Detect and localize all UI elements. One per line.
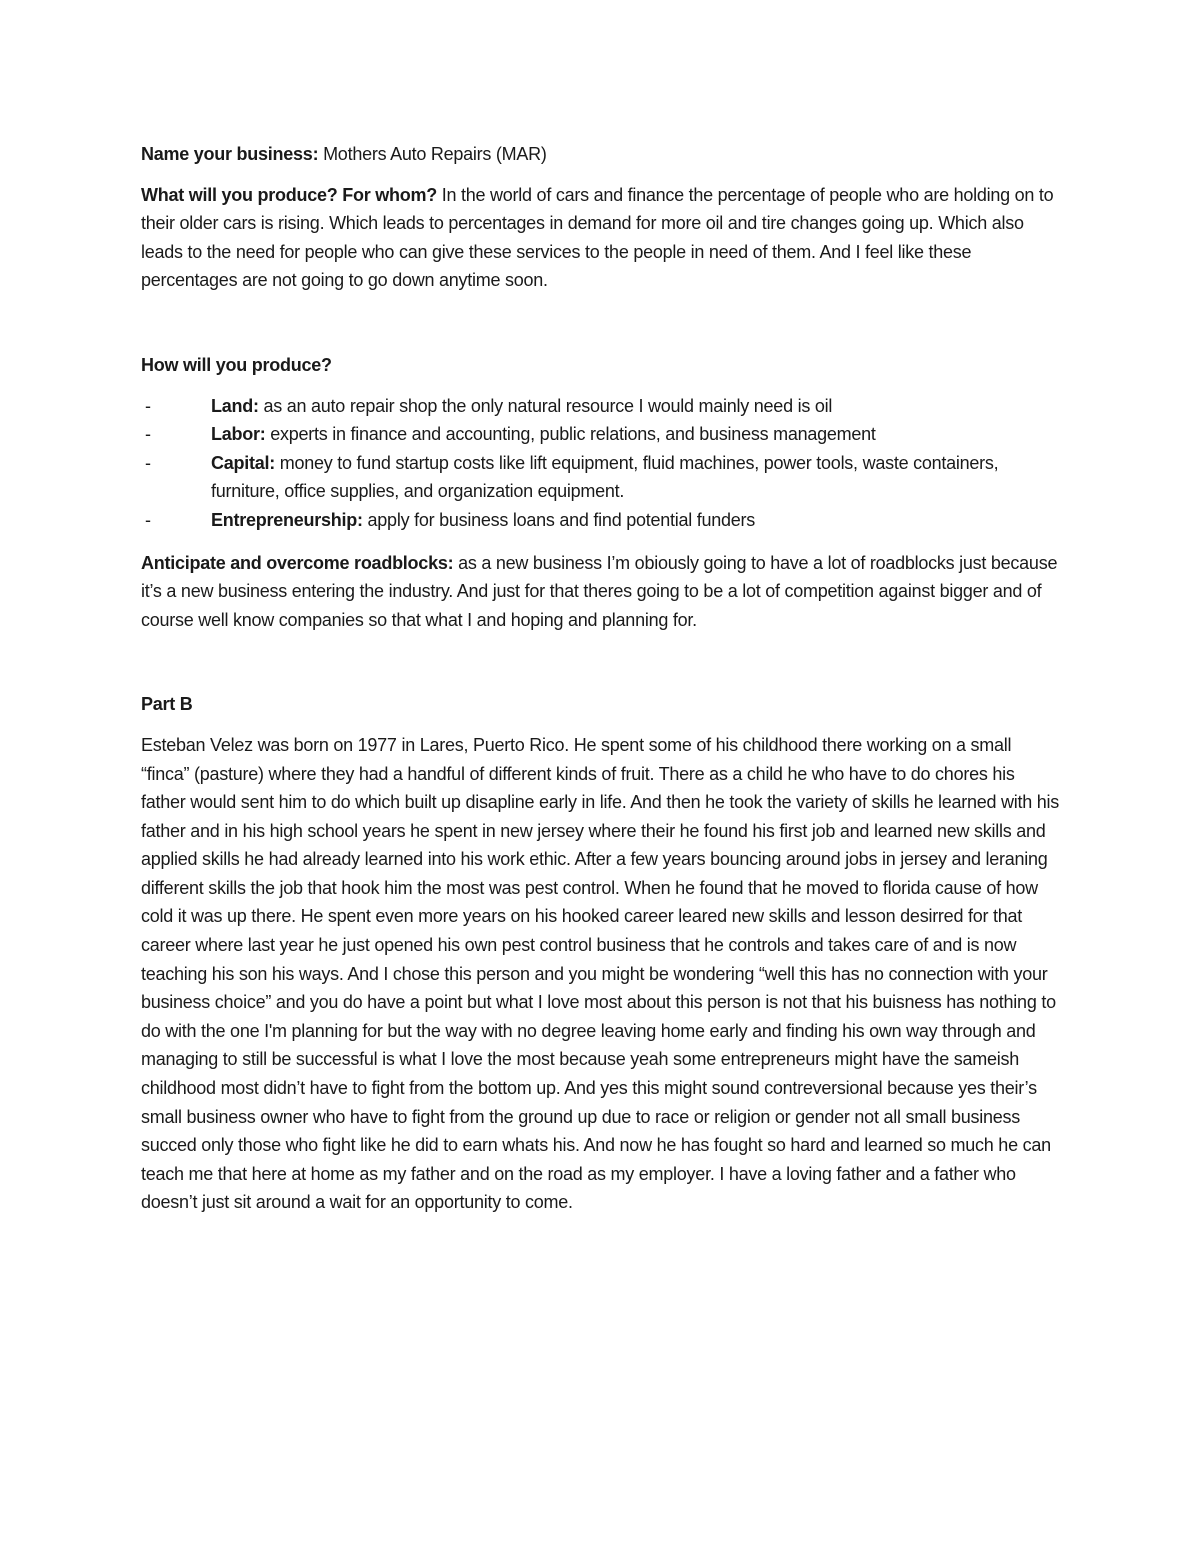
factor-text: money to fund startup costs like lift equipment, fluid machines, power tools, waste containers, furniture, office supplies, and organization equipment. (211, 452, 999, 502)
list-dash: - (145, 395, 151, 416)
business-name-paragraph (141, 140, 1061, 169)
factor-text: apply for business loans and find potential funders (362, 509, 756, 530)
factor-label: Labor: (211, 424, 266, 445)
blank-line (141, 307, 1061, 351)
list-dash: - (145, 452, 151, 473)
list-item (141, 392, 1061, 421)
list-item (141, 449, 1061, 506)
part-b-heading-text: Part B (141, 694, 193, 715)
blank-line (141, 646, 1061, 690)
list-dash: - (145, 424, 151, 445)
how-heading-text: How will you produce? (141, 354, 332, 375)
factor-text: experts in finance and accounting, public relations, and business management (265, 424, 876, 445)
list-item (141, 420, 1061, 449)
factor-label: Land: (211, 395, 259, 416)
produce-paragraph (141, 181, 1061, 295)
roadblocks-text: as a new business I’m obiously going to have a lot of roadblocks just because it’s a new business entering the industry. And just for that theres going to be a lot of competition against bigger and of course well know companies so that what I and hoping and planning for. (141, 552, 1058, 630)
part-b-body: Esteban Velez was born on 1977 in Lares, Puerto Rico. He spent some of his childhood there working on a small “finca” (pasture) where they had a handful of different kinds of fruit. There as a child he who have to do chores his father would sent him to do which built up disapline early in life. And then he took the variety of skills he learned with his father and in his high school years he spent in new jersey where their he found his first job and learned new skills and applied skills he had already learned into his work ethic. After a few years bouncing around jobs in jersey and leraning different skills the job that hook him the most was pest control. When he found that he moved to florida cause of how cold it was up there. He spent even more years on his hooked career leared new skills and lesson desirred for that career where last year he just opened his own pest control business that he controls and takes care of and is now teaching his son his ways. And I chose this person and you might be wondering “well this has no connection with your business choice” and you do have a point but what I love most about this person is not that his buisness has nothing to do with the one I'm planning for but the way with no degree leaving home early and finding his own way through and managing to still be successful is what I love the most because yeah some entrepreneurs might have the sameish childhood most didn’t have to fight from the bottom up. And yes this might sound contreversional because yes their’s small business owner who have to fight from the ground up due to race or religion or gender not all small business succed only those who fight like he did to earn whats his. And now he has fought so hard and learned so much he can teach me that here at home as my father and on the road as my employer. I have a loving father and a father who doesn’t just sit around a wait for an opportunity to come. (141, 734, 1060, 1213)
produce-label: What will you produce? For whom? (141, 184, 437, 205)
business-name-label: Name your business: (141, 144, 319, 164)
list-dash: - (145, 509, 151, 530)
how-heading (141, 351, 1061, 380)
produce-text: In the world of cars and finance the percentage of people who are holding on to their older cars is rising. Which leads to percentages in demand for more oil and tire changes going up. Which also leads to the need for people who can give these services to the people in need of them. And I feel like these percentages are not going to go down anytime soon. (141, 184, 1054, 291)
list-item (141, 506, 1061, 535)
factor-text: as an auto repair shop the only natural resource I would mainly need is oil (258, 395, 833, 416)
roadblocks-label: Anticipate and overcome roadblocks: (141, 552, 454, 573)
document-page (141, 140, 1061, 1229)
factor-label: Capital: (211, 452, 276, 473)
factor-label: Entrepreneurship: (211, 509, 363, 530)
part-b-heading (141, 690, 1061, 719)
business-name-value: Mothers Auto Repairs (MAR) (318, 144, 547, 164)
factors-list (141, 392, 1061, 535)
roadblocks-paragraph (141, 549, 1061, 635)
